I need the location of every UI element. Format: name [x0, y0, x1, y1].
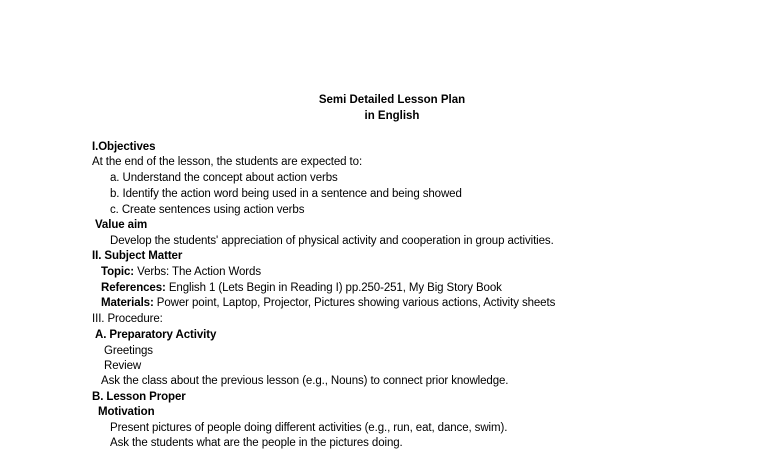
motivation-followup-text: Ask the students what are the people in the pictures doing.	[110, 437, 403, 449]
greetings-text: Greetings	[104, 345, 153, 357]
objective-item: a. Understand the concept about action verbs	[110, 172, 338, 184]
materials-value: Power point, Laptop, Projector, Pictures showing various actions, Activity sheets	[153, 297, 556, 309]
objective-item: c. Create sentences using action verbs	[110, 204, 305, 216]
document-subtitle: in English	[364, 110, 420, 122]
topic-label: Topic:	[101, 266, 135, 278]
procedure-heading: III. Procedure:	[92, 313, 163, 325]
objectives-intro: At the end of the lesson, the students are expected to:	[92, 156, 363, 168]
value-aim-text: Develop the students' appreciation of physical activity and cooperation in group activities.	[110, 235, 554, 247]
objectives-heading: I.Objectives	[92, 141, 156, 153]
topic-value: Verbs: The Action Words	[134, 266, 261, 278]
references-line	[101, 281, 502, 296]
topic-line	[101, 265, 261, 280]
review-description: Ask the class about the previous lesson (e.g., Nouns) to connect prior knowledge.	[101, 375, 509, 387]
references-value: English 1 (Lets Begin in Reading I) pp.250-251, My Big Story Book	[165, 282, 502, 294]
preparatory-activity-heading: A. Preparatory Activity	[95, 329, 217, 341]
motivation-heading: Motivation	[98, 406, 155, 418]
materials-label: Materials:	[101, 297, 154, 309]
motivation-text: Present pictures of people doing different activities (e.g., run, eat, dance, swim).	[110, 422, 508, 434]
materials-line	[101, 296, 555, 311]
references-label: References:	[101, 282, 166, 294]
objective-item: b. Identify the action word being used in a sentence and being showed	[110, 188, 462, 200]
document-title: Semi Detailed Lesson Plan	[318, 94, 466, 106]
value-aim-heading: Value aim	[95, 219, 148, 231]
lesson-proper-heading: B. Lesson Proper	[92, 391, 186, 403]
review-text: Review	[104, 360, 142, 372]
subject-matter-heading: II. Subject Matter	[92, 250, 183, 262]
